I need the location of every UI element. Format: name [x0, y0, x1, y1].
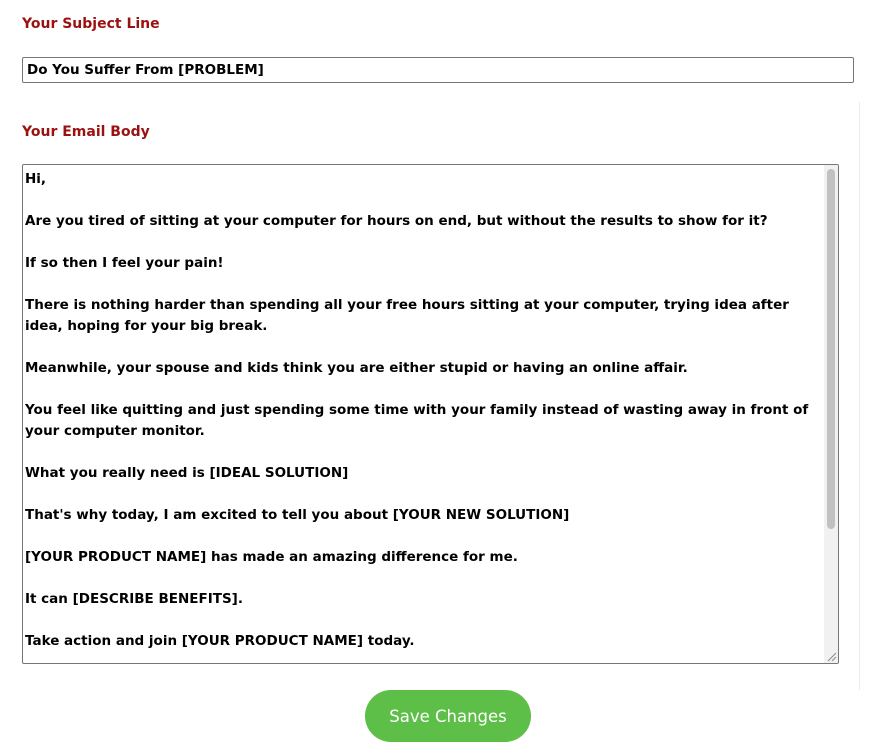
email-body-textarea[interactable] [22, 164, 839, 664]
email-body-text[interactable]: Hi, Are you tired of sitting at your computer for hours on end, but without the results to show for it? If so then I feel your pain! There is nothing harder than spending all your free hours sitting at your computer, trying idea after idea, hoping for your big break. Meanwhile, your spouse and kids think you are either stupid or having an online affair. You feel like quitting and just spending some time with your family instead of wasting away in front of your computer monitor. What you really need is [IDEAL SOLUTION] That's why today, I am excited to tell you about [YOUR NEW SOLUTION] [YOUR PRODUCT NAME] has made an amazing difference for me. It can [DESCRIBE BENEFITS]. Take action and join [YOUR PRODUCT NAME] today. [25, 171, 809, 649]
scrollbar-thumb[interactable] [827, 169, 835, 529]
email-body-scrollbar[interactable] [824, 165, 838, 663]
save-changes-button[interactable]: Save Changes [365, 690, 531, 742]
resize-grip-icon[interactable] [825, 650, 837, 662]
subject-line-input[interactable] [22, 57, 854, 83]
email-body-label: Your Email Body [22, 124, 150, 140]
side-panel-edge [859, 102, 874, 690]
subject-line-label: Your Subject Line [22, 16, 160, 32]
